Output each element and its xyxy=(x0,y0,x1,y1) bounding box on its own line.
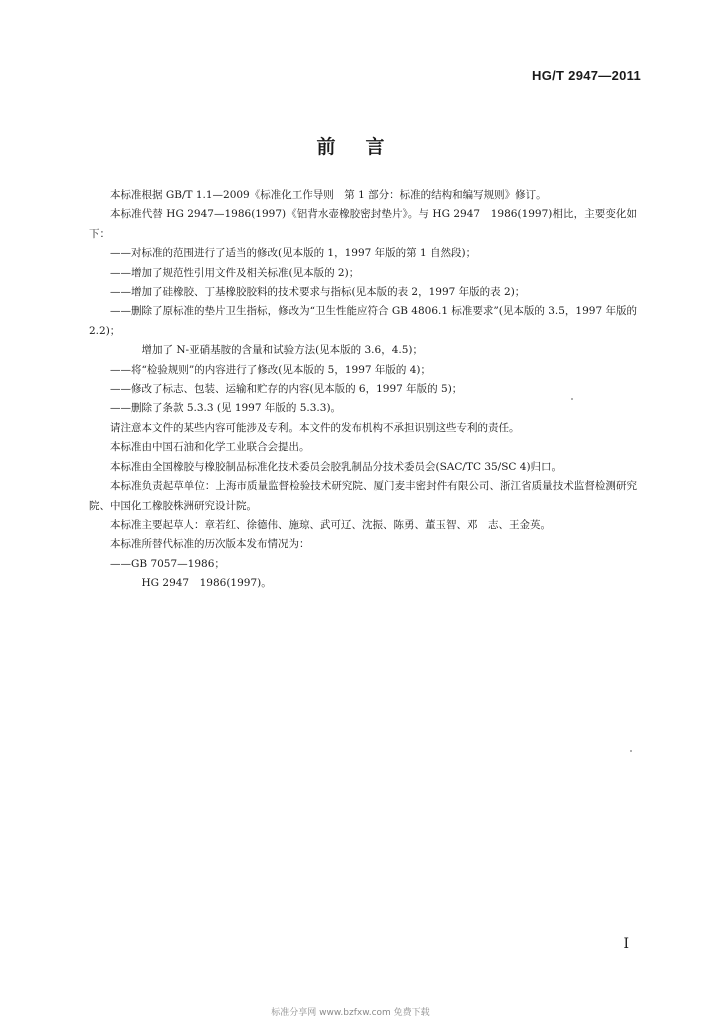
change-item: ——增加了规范性引用文件及相关标准(见本版的 2)； xyxy=(110,266,360,279)
paragraph: 请注意本文件的某些内容可能涉及专利。本文件的发布机构不承担识别这些专利的责任。 xyxy=(110,421,520,434)
change-item: ——对标准的范围进行了适当的修改(见本版的 1，1997 年版的第 1 自然段)； xyxy=(110,247,477,260)
standard-code: HG/T 2947—2011 xyxy=(532,68,641,83)
footer-watermark: 标准分享网 www.bzfxw.com 免费下载 xyxy=(271,1008,430,1018)
page-title: 前言 xyxy=(316,136,415,158)
document-body xyxy=(89,186,637,594)
history-item: ——GB 7057—1986； xyxy=(110,557,225,570)
history-item: HG 2947 1986(1997)。 xyxy=(141,577,272,590)
change-item: ——将“检验规则”的内容进行了修改(见本版的 5，1997 年版的 4)； xyxy=(110,363,432,376)
paragraph: 本标准负责起草单位：上海市质量监督检验技术研究院、厦门麦丰密封件有限公司、浙江省质量技术监督检测研究院、中国化工橡胶株洲研究设计院。 xyxy=(89,480,637,512)
change-item: ——删除了条款 5.3.3 (见 1997 年版的 5.3.3)。 xyxy=(110,402,342,415)
paragraph: 本标准代替 HG 2947—1986(1997)《铝背水壶橡胶密封垫片》。与 HG 2947 1986(1997)相比，主要变化如下： xyxy=(89,208,637,240)
change-item: 增加了 N-亚硝基胺的含量和试验方法(见本版的 3.6，4.5)； xyxy=(141,344,423,357)
change-item: ——修改了标志、包装、运输和贮存的内容(见本版的 6，1997 年版的 5)； xyxy=(110,383,463,396)
change-item: ——增加了硅橡胶、丁基橡胶胶料的技术要求与指标(见本版的表 2，1997 年版的表 2)； xyxy=(110,286,526,299)
change-item: ——删除了原标准的垫片卫生指标，修改为“卫生性能应符合 GB 4806.1 标准要求”(见本版的 3.5，1997 年版的 2.2)； xyxy=(89,305,637,337)
scan-speck xyxy=(630,750,632,752)
page-number: I xyxy=(623,936,629,952)
scan-speck xyxy=(571,398,573,400)
paragraph: 本标准由中国石油和化学工业联合会提出。 xyxy=(110,441,310,454)
paragraph: 本标准根据 GB/T 1.1—2009《标准化工作导则 第 1 部分：标准的结构和编写规则》修订。 xyxy=(110,189,547,201)
paragraph: 本标准由全国橡胶与橡胶制品标准化技术委员会胶乳制品分技术委员会(SAC/TC 35/SC 4)归口。 xyxy=(110,460,563,473)
paragraph: 本标准主要起草人：章若红、徐德伟、施琼、武可辽、沈振、陈勇、董玉智、邓 志、王金英。 xyxy=(110,518,551,531)
paragraph: 本标准所替代标准的历次版本发布情况为： xyxy=(110,538,310,551)
